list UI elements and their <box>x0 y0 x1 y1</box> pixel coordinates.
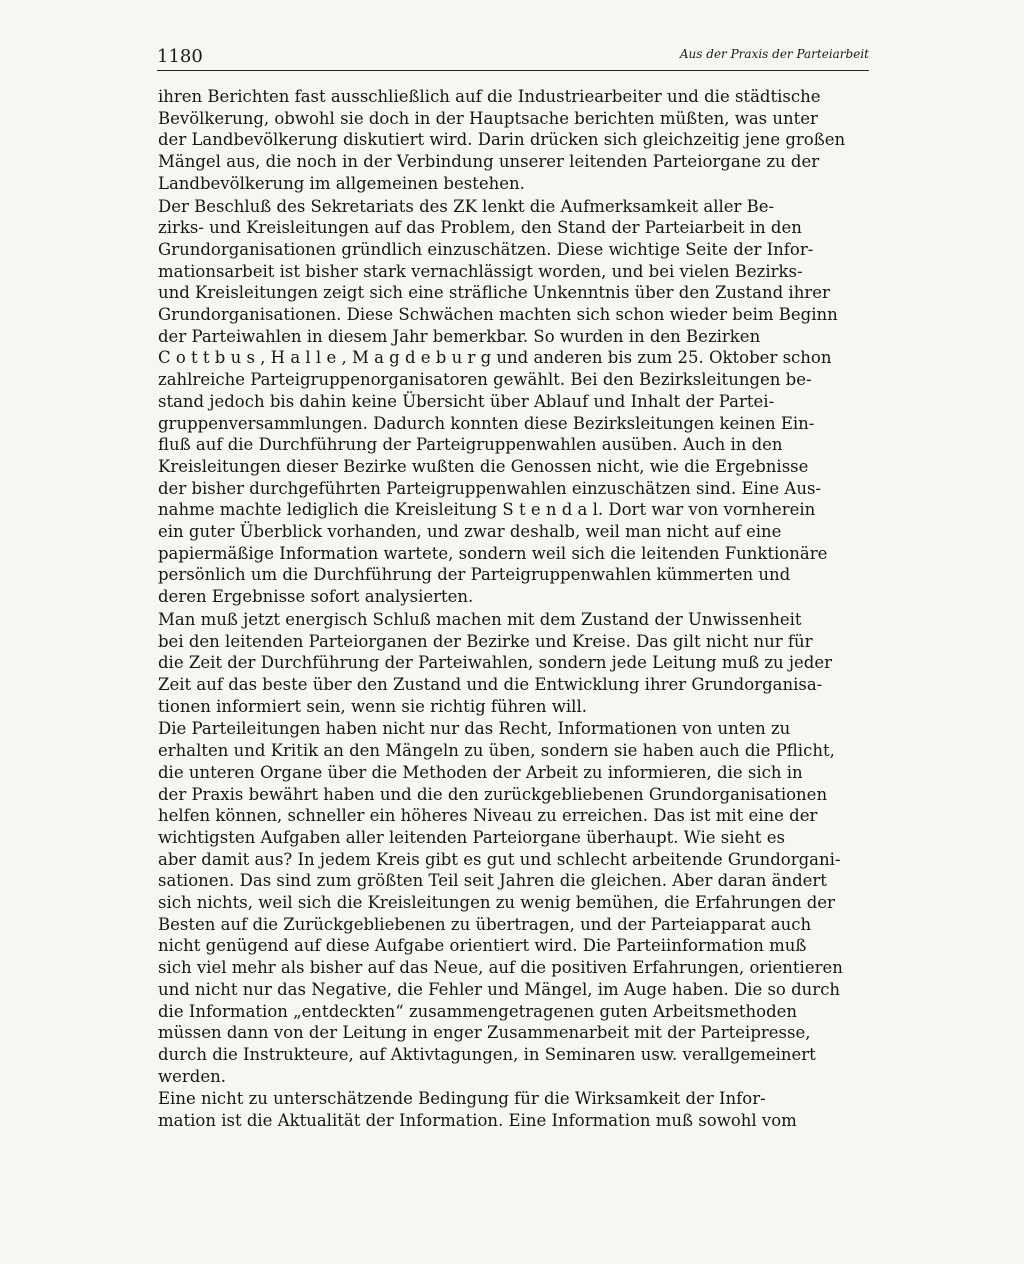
paragraph-5: Eine nicht zu unterschätzende Bedingung für die Wirksamkeit der Infor- mation ist die Aktualität der Information. Eine Information muß sowohl vom <box>158 1089 797 1131</box>
paragraph-1: ihren Berichten fast ausschließlich auf die Industriearbeiter und die städtische Bevölkerung, obwohl sie doch in der Hauptsache berichten müßten, was unter der Landbevölkerung diskutiert wird. Darin drücken sich gleichzeitig jene großen Mängel aus, die noch in der Verbindung unserer leitenden Parteiorgane zu der Landbevölkerung im allgemeinen bestehen. <box>158 87 846 193</box>
paragraph-4: Die Parteileitungen haben nicht nur das Recht, Informationen von unten zu erhalten und Kritik an den Mängeln zu üben, sondern sie haben auch die Pflicht, die unteren Organe über die Methoden der Arbeit zu informieren, die sich in der Praxis bewährt haben und die den zurückgebliebenen Grundorganisationen helfen können, schneller ein höheres Niveau zu erreichen. Das ist mit eine der wichtigsten Aufgaben aller leitenden Parteiorgane überhaupt. Wie sieht es aber damit aus? In jedem Kreis gibt es gut und schlecht arbeitende Grundorgani- sationen. Das sind zum größten Teil seit Jahren die gleichen. Aber daran ändert sich nichts, weil sich die Kreisleitungen zu wenig bemühen, die Erfahrungen der Besten auf die Zurückgebliebenen zu übertragen, und der Parteiapparat auch nicht genügend auf diese Aufgabe orientiert wird. Die Parteiinformation muß sich viel mehr als bisher auf das Neue, auf die positiven Erfahrungen, orientieren und nicht nur das Negative, die Fehler und Mängel, im Auge haben. Die so durch die Information „entdeckten“ zusammengetragenen guten Arbeitsmethoden müssen dann von der Leitung in enger Zusammenarbeit mit der Parteipresse, durch die Instrukteure, auf Aktivtagungen, in Seminaren usw. verallgemeinert werden. <box>158 719 843 1086</box>
paragraph-3: Man muß jetzt energisch Schluß machen mit dem Zustand der Unwissenheit bei den leitenden Parteiorganen der Bezirke und Kreise. Das gilt nicht nur für die Zeit der Durchführung der Parteiwahlen, sondern jede Leitung muß zu jeder Zeit auf das beste über den Zustand und die Entwicklung ihrer Grundorganisa- tionen informiert sein, wenn sie richtig führen will. <box>158 609 833 716</box>
page-header <box>157 40 869 71</box>
body-text <box>158 86 876 1132</box>
running-head: Aus der Praxis der Parteiarbeit <box>679 47 869 61</box>
page-number: 1180 <box>157 46 203 67</box>
paragraph-2: Der Beschluß des Sekretariats des ZK lenkt die Aufmerksamkeit aller Be- zirks- und Kreisleitungen auf das Problem, den Stand der Parteiarbeit in den Grundorganisationen gründlich einzuschätzen. Diese wichtige Seite der Infor- mationsarbeit ist bisher stark vernachlässigt worden, und bei vielen Bezirks- und Kreisleitungen zeigt sich eine sträfliche Unkenntnis über den Zustand ihrer Grundorganisationen. Diese Schwächen machten sich schon wieder beim Beginn der Parteiwahlen in diesem Jahr bemerkbar. So wurden in den Bezirken C o t t b u s , H a l l e , M a g d e b u r g und anderen bis zum 25. Oktober schon zahlreiche Parteigruppenorganisatoren gewählt. Bei den Bezirksleitungen be- stand jedoch bis dahin keine Übersicht über Ablauf und Inhalt der Partei- gruppenversammlungen. Dadurch konnten diese Bezirksleitungen keinen Ein- fluß auf die Durchführung der Parteigruppenwahlen ausüben. Auch in den Kreisleitungen dieser Bezirke wußten die Genossen nicht, wie die Ergebnisse der bisher durchgeführten Parteigruppenwahlen einzuschätzen sind. Eine Aus- nahme machte lediglich die Kreisleitung S t e n d a l. Dort war von vornherein ein guter Überblick vorhanden, und zwar deshalb, weil man nicht auf eine papiermäßige Information wartete, sondern weil sich die leitenden Funktionäre persönlich um die Durchführung der Parteigruppenwahlen kümmerten und deren Ergebnisse sofort analysierten. <box>158 196 838 607</box>
